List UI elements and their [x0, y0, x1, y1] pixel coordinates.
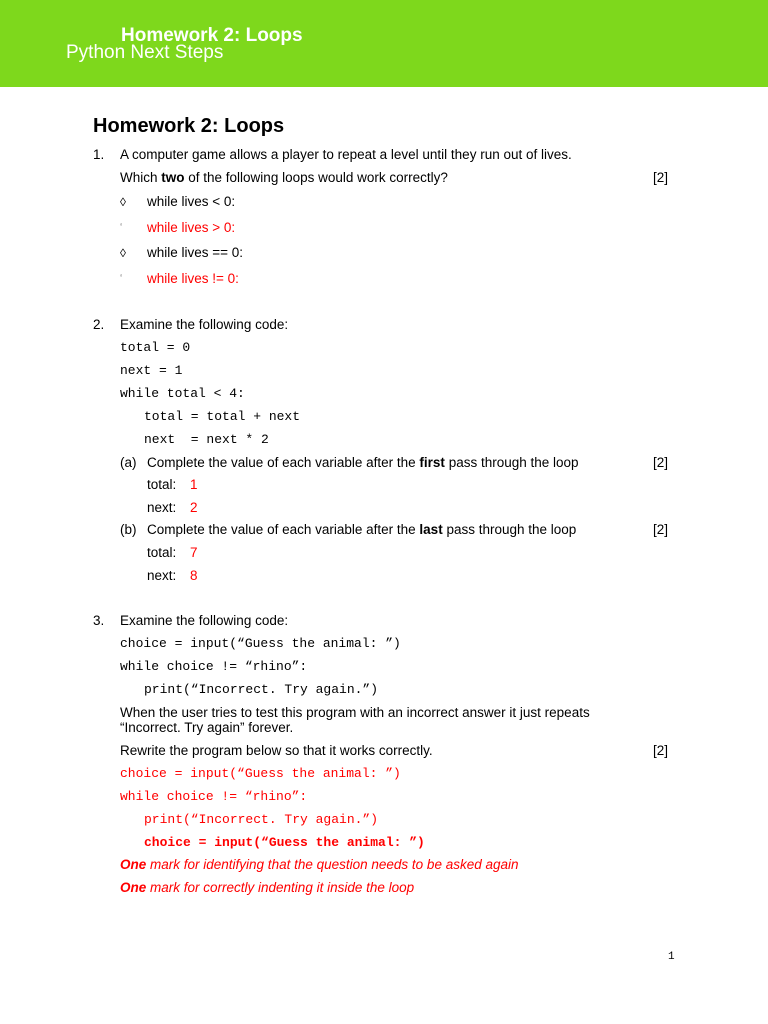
- q2-code-line: total = total + next: [144, 409, 301, 424]
- q1-line2-pre: Which: [120, 170, 162, 185]
- q2a-total-label: total:: [147, 477, 177, 492]
- q2a-marks: [2]: [653, 455, 669, 470]
- page-number: 1: [668, 951, 675, 963]
- q3-mark-note-1-text: mark for identifying that the question needs to be asked again: [146, 857, 519, 872]
- q1-option-1: while lives < 0:: [147, 194, 236, 209]
- header-subtitle: Python Next Steps: [66, 42, 224, 63]
- q3-code-line: print(“Incorrect. Try again.”): [144, 682, 379, 697]
- q1-line2-post: of the following loops would work correctly?: [184, 170, 448, 185]
- q2b-total-label: total:: [147, 545, 177, 560]
- q3-marks: [2]: [653, 743, 669, 758]
- q2-code-line: next = 1: [120, 363, 183, 378]
- q3-mark-note-2-text: mark for correctly indenting it inside the loop: [146, 880, 415, 895]
- q3-mark-note-1: [120, 858, 519, 873]
- tick-bullet-icon: ‘: [120, 222, 123, 233]
- q2a-label: (a): [120, 455, 137, 470]
- q3-mark-note-1-bold: One: [120, 857, 147, 872]
- q2-number: 2.: [93, 317, 105, 332]
- q1-line1: A computer game allows a player to repeat a level until they run out of lives.: [120, 147, 572, 162]
- q3-answer-line: while choice != “rhino”:: [120, 789, 308, 804]
- q2b-text-pre: Complete the value of each variable after the: [147, 522, 420, 537]
- q2b-total-value: 7: [190, 545, 198, 560]
- q2b-text-bold: last: [419, 522, 443, 537]
- q3-answer-line: print(“Incorrect. Try again.”): [144, 812, 379, 827]
- q1-line2-bold: two: [161, 170, 185, 185]
- q2b-text: [147, 523, 576, 538]
- q2-code-line: next = next * 2: [144, 432, 269, 447]
- q1-option-4: while lives != 0:: [147, 271, 239, 286]
- q3-mark-note-2-bold: One: [120, 880, 147, 895]
- q1-marks: [2]: [653, 170, 669, 185]
- q2-code-line: while total < 4:: [120, 386, 245, 401]
- diamond-bullet-icon: ◊: [120, 246, 126, 260]
- q3-code-line: while choice != “rhino”:: [120, 659, 308, 674]
- q2b-next-value: 8: [190, 568, 198, 583]
- q2b-text-post: pass through the loop: [442, 522, 577, 537]
- tick-bullet-icon: ‘: [120, 273, 123, 284]
- q2a-total-value: 1: [190, 477, 198, 492]
- page-heading: Homework 2: Loops: [93, 115, 285, 137]
- header-banner: [0, 0, 768, 87]
- q3-answer-line: choice = input(“Guess the animal: ”): [144, 835, 425, 850]
- q2a-text: [147, 456, 579, 471]
- q2a-next-label: next:: [147, 500, 177, 515]
- header-title: Homework 2: Loops: [121, 25, 303, 46]
- q1-option-3: while lives == 0:: [147, 245, 244, 260]
- q2-intro: Examine the following code:: [120, 317, 289, 332]
- q2a-text-pre: Complete the value of each variable after the: [147, 455, 420, 470]
- q2a-next-value: 2: [190, 500, 198, 515]
- q1-number: 1.: [93, 147, 105, 162]
- q2b-label: (b): [120, 522, 137, 537]
- q2-code-line: total = 0: [120, 340, 191, 355]
- q1-option-2: while lives > 0:: [147, 220, 236, 235]
- q2a-text-post: pass through the loop: [444, 455, 579, 470]
- q3-mark-note-2: [120, 881, 414, 896]
- q3-rewrite-instruction: Rewrite the program below so that it works correctly.: [120, 743, 433, 758]
- q2b-next-label: next:: [147, 568, 177, 583]
- q3-desc-line2: “Incorrect. Try again” forever.: [120, 720, 294, 735]
- q2b-marks: [2]: [653, 522, 669, 537]
- q2a-text-bold: first: [419, 455, 445, 470]
- q3-number: 3.: [93, 613, 105, 628]
- q3-intro: Examine the following code:: [120, 613, 289, 628]
- q1-line2: [120, 171, 448, 186]
- q3-desc-line1: When the user tries to test this program with an incorrect answer it just repeats: [120, 705, 590, 720]
- q3-code-line: choice = input(“Guess the animal: ”): [120, 636, 401, 651]
- diamond-bullet-icon: ◊: [120, 195, 126, 209]
- q3-answer-line: choice = input(“Guess the animal: ”): [120, 766, 401, 781]
